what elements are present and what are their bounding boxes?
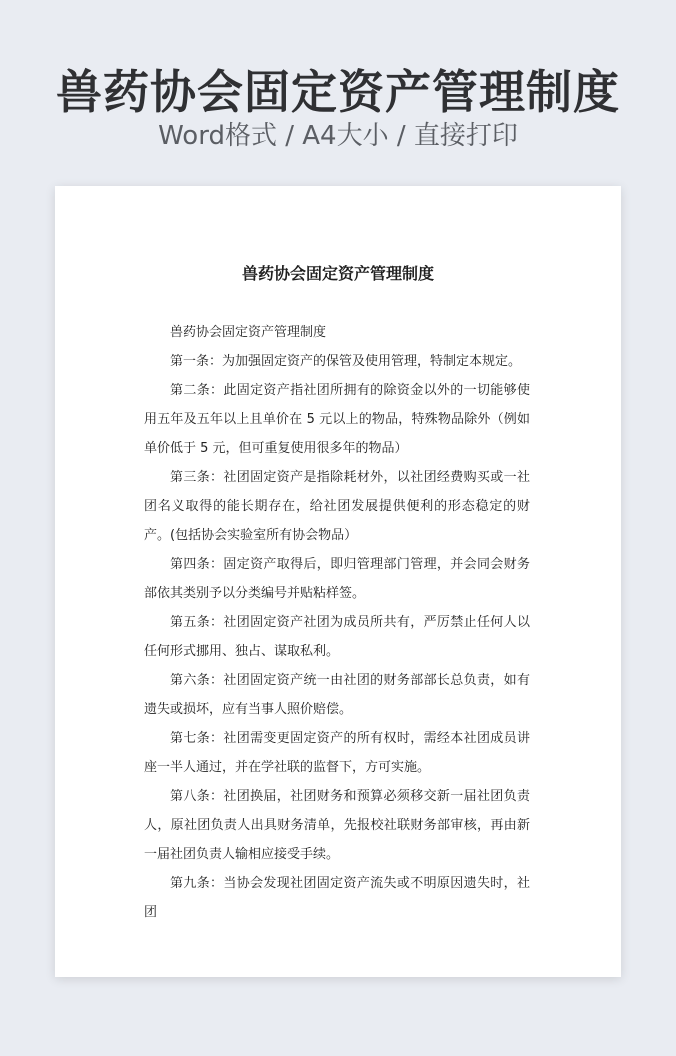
- document-body: [144, 318, 530, 927]
- document-paragraph: 兽药协会固定资产管理制度: [170, 325, 327, 340]
- banner-title: 兽药协会固定资产管理制度: [56, 65, 620, 119]
- document-title: 兽药协会固定资产管理制度: [241, 264, 434, 283]
- document-paragraph: 第三条：社团固定资产是指除耗材外，以社团经费购买或一社团名义取得的能长期存在，给社团发展提供便利的形态稳定的财产。(包括协会实验室所有协会物品）: [144, 470, 530, 543]
- document-paragraph: 第二条：此固定资产指社团所拥有的除资金以外的一切能够使用五年及五年以上且单价在 5 元以上的物品，特殊物品除外（例如单价低于 5 元，但可重复使用很多年的物品）: [144, 383, 530, 456]
- document-paragraph: 第六条：社团固定资产统一由社团的财务部部长总负责，如有遗失或损坏，应有当事人照价赔偿。: [144, 673, 530, 717]
- document-paragraph: 第七条：社团需变更固定资产的所有权时，需经本社团成员讲座一半人通过，并在学社联的监督下，方可实施。: [144, 731, 530, 775]
- document-paragraph: 第四条：固定资产取得后，即归管理部门管理，并会同会财务部依其类别予以分类编号并贴粘样签。: [144, 557, 530, 601]
- document-paragraph: 第八条：社团换届，社团财务和预算必须移交新一届社团负责人，原社团负责人出具财务清单，先报校社联财务部审核，再由新一届社团负责人输相应接受手续。: [144, 789, 530, 862]
- document-paragraph: 第九条：当协会发现社团固定资产流失或不明原因遗失时，社团: [144, 876, 530, 920]
- banner-subtitle: Word格式 / A4大小 / 直接打印: [158, 121, 518, 151]
- document-page: [55, 186, 621, 977]
- document-paragraph: 第一条：为加强固定资产的保管及使用管理，特制定本规定。: [170, 354, 522, 369]
- document-paragraph: 第五条：社团固定资产社团为成员所共有，严厉禁止任何人以任何形式挪用、独占、谋取私利。: [144, 615, 530, 659]
